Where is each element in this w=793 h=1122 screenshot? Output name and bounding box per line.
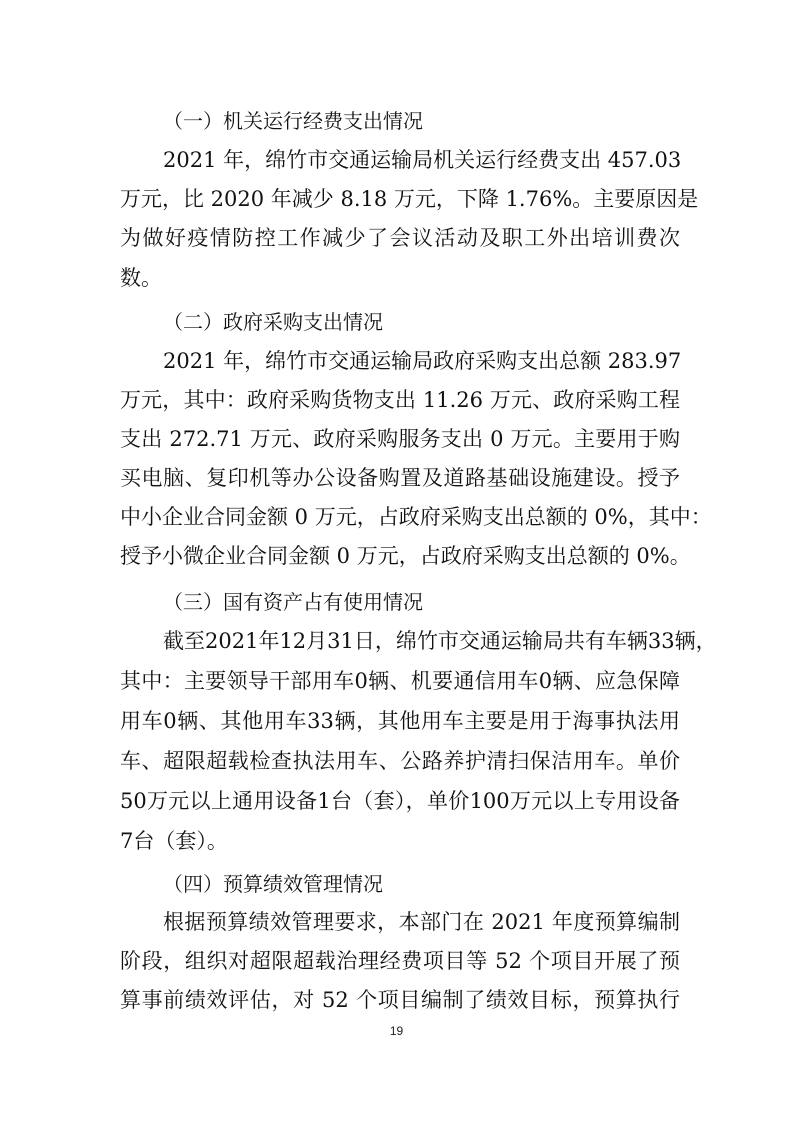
section-3-line-2: 其中：主要领导干部用车0辆、机要通信用车0辆、应急保障 (120, 669, 680, 693)
section-1-heading: （一）机关运行经费支出情况 (163, 109, 423, 133)
section-2-line-4: 买电脑、复印机等办公设备购置及道路基础设施建设。授予 (120, 466, 680, 490)
section-2-line-3: 支出 272.71 万元、政府采购服务支出 0 万元。主要用于购 (120, 427, 680, 451)
section-2-heading: （二）政府采购支出情况 (163, 310, 383, 334)
section-2-line-2: 万元，其中：政府采购货物支出 11.26 万元、政府采购工程 (120, 388, 680, 412)
section-3-line-6: 7台（套）。 (120, 829, 228, 853)
section-3-line-3: 用车0辆、其他用车33辆，其他用车主要是用于海事执法用 (120, 709, 680, 733)
section-4-line-2: 阶段，组织对超限超载治理经费项目等 52 个项目开展了预 (120, 949, 680, 973)
section-2-line-5: 中小企业合同金额 0 万元，占政府采购支出总额的 0%，其中： (120, 505, 712, 529)
section-3-line-4: 车、超限超载检查执法用车、公路养护清扫保洁用车。单价 (120, 749, 680, 773)
section-1-line-1: 2021 年，绵竹市交通运输局机关运行经费支出 457.03 (163, 148, 682, 172)
section-2-line-1: 2021 年，绵竹市交通运输局政府采购支出总额 283.97 (163, 349, 682, 373)
page-number: 19 (389, 1024, 404, 1038)
section-2-line-6: 授予小微企业合同金额 0 万元，占政府采购支出总额的 0%。 (120, 544, 691, 568)
section-4-line-1: 根据预算绩效管理要求，本部门在 2021 年度预算编制 (163, 910, 680, 934)
section-1-line-4: 数。 (120, 266, 162, 290)
section-3-line-5: 50万元以上通用设备1台（套），单价100万元以上专用设备 (120, 789, 680, 813)
section-4-heading: （四）预算绩效管理情况 (163, 872, 383, 896)
section-3-line-1: 截至2021年12月31日，绵竹市交通运输局共有车辆33辆， (163, 629, 717, 653)
section-1-line-2: 万元，比 2020 年减少 8.18 万元，下降 1.76%。主要原因是 (120, 187, 699, 211)
section-3-heading: （三）国有资产占有使用情况 (163, 590, 423, 614)
section-4-line-3: 算事前绩效评估，对 52 个项目编制了绩效目标，预算执行 (120, 988, 680, 1012)
section-1-line-3: 为做好疫情防控工作减少了会议活动及职工外出培训费次 (120, 226, 680, 250)
